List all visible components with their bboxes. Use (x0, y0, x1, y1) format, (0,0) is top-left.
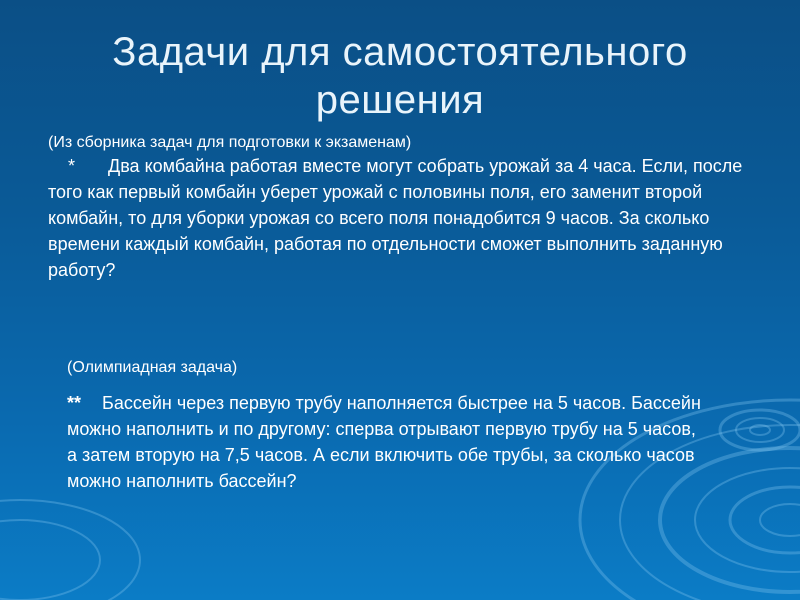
slide-title: Задачи для самостоятельного решения (112, 30, 688, 122)
task-2-text: Бассейн через первую трубу наполняется быстрее на 5 часов. Бассейн можно наполнить и по другому: сперва отрывают первую трубу на 5 часов, а затем вторую на 7,5 часов. А если включить обе трубы, за сколько часов можно наполнить бассейн? (67, 393, 701, 491)
task-1-marker: * (68, 156, 76, 176)
task-2-marker: ** (67, 393, 82, 413)
ripple-ring (0, 500, 140, 600)
task-1-text: Два комбайна работая вместе могут собрать урожай за 4 часа. Если, после того как первый комбайн уберет урожай с половины поля, его заменит второй комбайн, то для уборки урожая со всего поля понадобится 9 часов. За сколько времени каждый комбайн, работая по отдельности сможет выполнить заданную работу? (48, 156, 743, 280)
task-1-source: (Из сборника задач для подготовки к экзаменам) (48, 134, 412, 151)
task-2-block (67, 390, 707, 494)
task-1-block (48, 133, 748, 283)
ripple-ring (695, 468, 800, 572)
task-2-source: (Олимпиадная задача) (67, 359, 238, 376)
task-1-paragraph (48, 153, 748, 283)
ripple-ring (730, 487, 800, 553)
ripple-ring (760, 504, 800, 536)
ripple-ring (0, 520, 100, 600)
ripple-ring (736, 418, 784, 442)
